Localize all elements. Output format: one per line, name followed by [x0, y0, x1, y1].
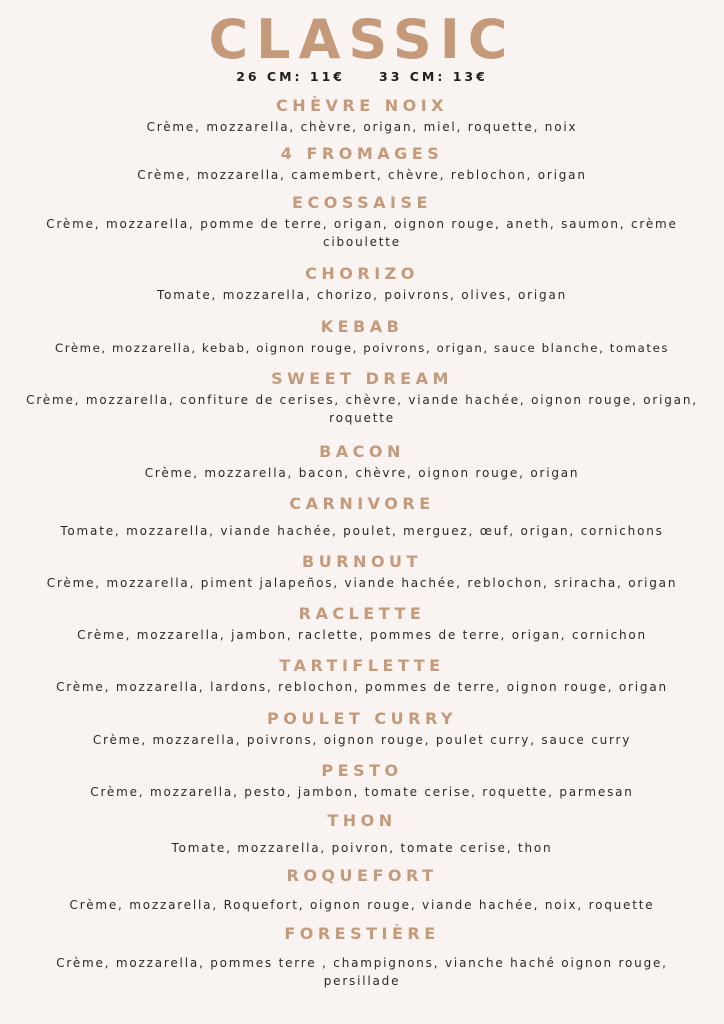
item-description: Crème, mozzarella, pesto, jambon, tomate cerise, roquette, parmesan — [90, 785, 634, 799]
menu-item — [0, 552, 724, 592]
item-name: PESTO — [321, 761, 403, 780]
item-name: CHORIZO — [305, 264, 419, 283]
menu-item — [0, 761, 724, 801]
item-description: Crème, mozzarella, confiture de cerises, chèvre, viande hachée, oignon rouge, origan, roquette — [26, 393, 698, 425]
menu-item — [0, 264, 724, 304]
item-description: Crème, mozzarella, pommes terre , champignons, vianche haché oignon rouge, persillade — [56, 956, 668, 988]
menu-item — [0, 811, 724, 857]
menu-item — [0, 317, 724, 357]
item-description: Crème, mozzarella, lardons, reblochon, pommes de terre, oignon rouge, origan — [56, 680, 668, 694]
menu-item — [0, 494, 724, 540]
price-small: 26 CM: 11€ — [236, 69, 345, 84]
item-description: Tomate, mozzarella, viande hachée, poulet, merguez, œuf, origan, cornichons — [60, 524, 664, 538]
menu-item — [0, 96, 724, 136]
item-name: BURNOUT — [302, 552, 422, 571]
item-description: Crème, mozzarella, pomme de terre, origan, oignon rouge, aneth, saumon, crème ciboulette — [46, 217, 678, 249]
item-name: POULET CURRY — [266, 709, 457, 728]
item-description: Crème, mozzarella, bacon, chèvre, oignon rouge, origan — [144, 466, 580, 480]
item-name: KEBAB — [320, 317, 404, 336]
price-line — [0, 68, 724, 86]
menu-item — [0, 193, 724, 251]
menu-item — [0, 144, 724, 184]
menu-item — [0, 924, 724, 990]
item-name: SWEET DREAM — [271, 369, 453, 388]
menu-item — [0, 604, 724, 644]
item-name: FORESTIÈRE — [284, 924, 440, 943]
menu-item — [0, 442, 724, 482]
menu-item — [0, 866, 724, 914]
item-name: RACLETTE — [298, 604, 426, 623]
item-description: Tomate, mozzarella, poivron, tomate cerise, thon — [171, 841, 553, 855]
menu-title: CLASSIC — [208, 8, 516, 71]
menu-item — [0, 656, 724, 696]
item-description: Crème, mozzarella, kebab, oignon rouge, poivrons, origan, sauce blanche, tomates — [54, 341, 670, 355]
item-name: BACON — [319, 442, 405, 461]
item-name: TARTIFLETTE — [279, 656, 445, 675]
item-description: Crème, mozzarella, poivrons, oignon rouge, poulet curry, sauce curry — [92, 733, 632, 747]
item-description: Crème, mozzarella, piment jalapeños, viande hachée, reblochon, sriracha, origan — [46, 576, 678, 590]
item-name: CARNIVORE — [289, 494, 435, 513]
item-name: 4 FROMAGES — [280, 144, 444, 163]
price-large: 33 CM: 13€ — [379, 69, 488, 84]
menu-item — [0, 709, 724, 749]
item-name: THON — [327, 811, 397, 830]
item-name: ROQUEFORT — [286, 866, 438, 885]
item-description: Crème, mozzarella, Roquefort, oignon rouge, viande hachée, noix, roquette — [69, 898, 655, 912]
item-description: Tomate, mozzarella, chorizo, poivrons, olives, origan — [156, 288, 567, 302]
item-description: Crème, mozzarella, camembert, chèvre, reblochon, origan — [137, 168, 587, 182]
item-name: ECOSSAISE — [292, 193, 432, 212]
item-description: Crème, mozzarella, chèvre, origan, miel, roquette, noix — [146, 120, 578, 134]
item-description: Crème, mozzarella, jambon, raclette, pommes de terre, origan, cornichon — [77, 628, 647, 642]
item-name: CHÈVRE NOIX — [275, 96, 449, 115]
menu-item — [0, 369, 724, 427]
